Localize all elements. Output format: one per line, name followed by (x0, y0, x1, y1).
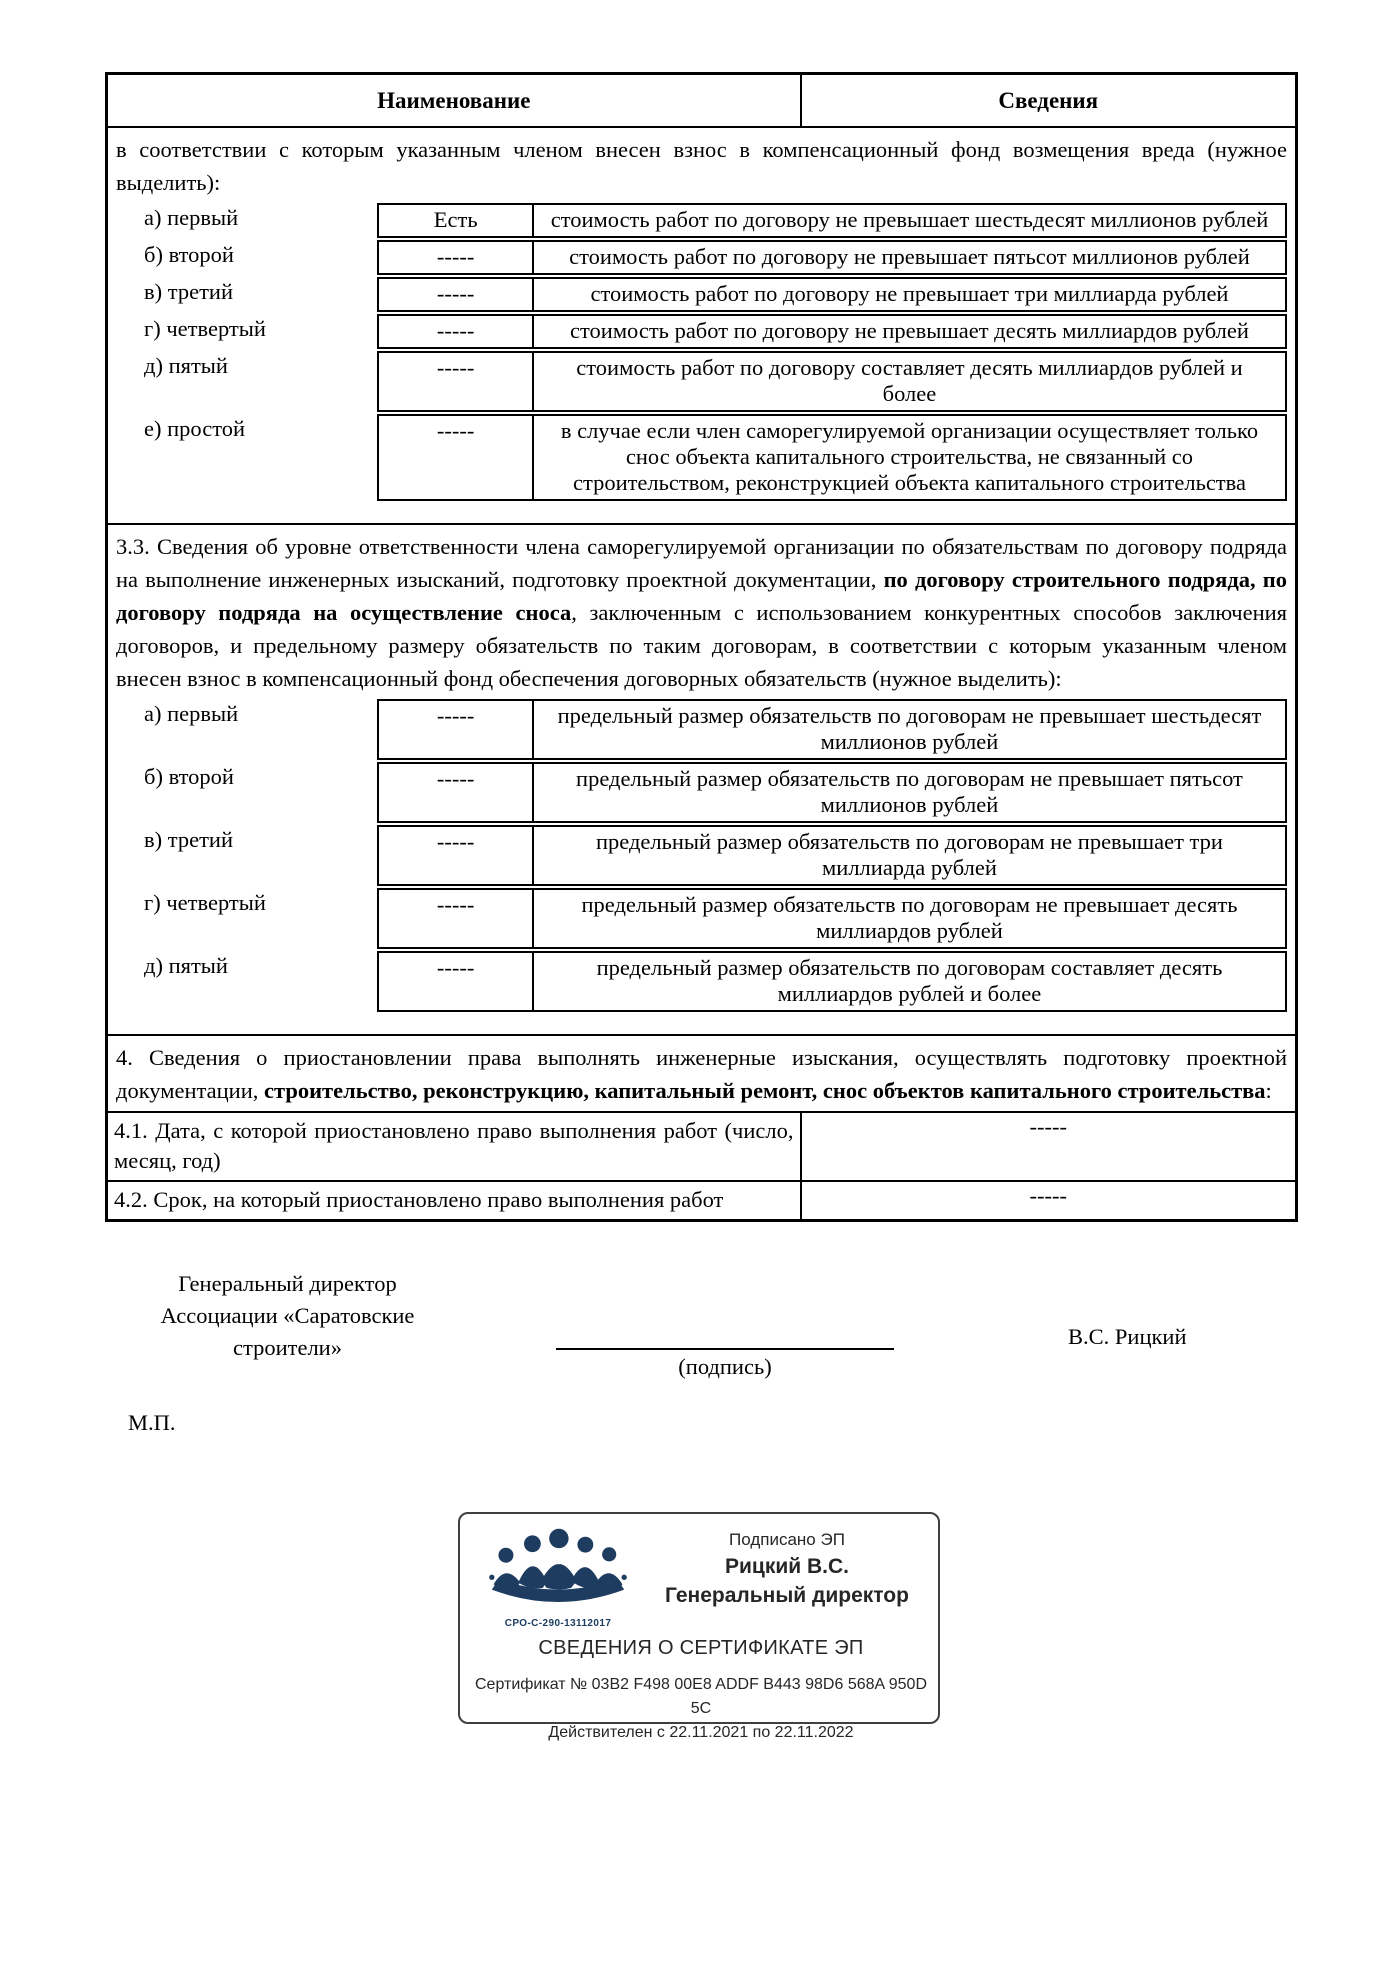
level-description: предельный размер обязательств по договорам не превышает десять миллиардов рублей (532, 888, 1287, 949)
row-4-1-label: 4.1. Дата, с которой приостановлено право выполнения работ (число, месяц, год) (107, 1112, 801, 1181)
level-description: предельный размер обязательств по договорам не превышает три миллиарда рублей (532, 825, 1287, 886)
section-33-intro-bold: по договору строительного подряда, по договору подряда на осуществление сноса (116, 567, 1287, 625)
signature-block (0, 1268, 1400, 1468)
level-row (116, 699, 1287, 760)
level-label: а) первый (144, 205, 239, 230)
level-description: предельный размер обязательств по договорам не превышает пятьсот миллионов рублей (532, 762, 1287, 823)
level-description: стоимость работ по договору не превышает пятьсот миллионов рублей (532, 240, 1287, 275)
odo-levels-table (116, 699, 1287, 1012)
level-description: в случае если член саморегулируемой организации осуществляет только снос объекта капитального строительства, не связанный со строительством, реконструкцией объекта капитального строительства (532, 414, 1287, 501)
column-header-details: Сведения (801, 74, 1297, 128)
level-label: в) третий (144, 279, 234, 304)
level-label: г) четвертый (144, 890, 266, 915)
level-description: стоимость работ по договору составляет десять миллиардов рублей и более (532, 351, 1287, 412)
stamp-cert-details (472, 1673, 930, 1745)
section-4-intro (116, 1041, 1287, 1107)
section-4 (107, 1035, 1297, 1112)
level-label: а) первый (144, 701, 239, 726)
section-4-intro-bold: строительство, реконструкцию, капитальный ремонт, снос объектов капитального строительства (264, 1078, 1266, 1103)
section-4-intro-colon: : (1265, 1078, 1272, 1103)
level-status: ----- (377, 277, 534, 312)
level-description: стоимость работ по договору не превышает шестьдесят миллионов рублей (532, 203, 1287, 238)
signer-position-line: Ассоциации «Саратовские (160, 1303, 415, 1328)
level-label: в) третий (144, 827, 234, 852)
sro-logo (472, 1526, 644, 1629)
column-header-name: Наименование (107, 74, 801, 128)
seal-mark: М.П. (128, 1410, 176, 1435)
level-row (116, 240, 1287, 275)
row-4-1-value: ----- (801, 1112, 1297, 1181)
level-row (116, 351, 1287, 412)
level-description: предельный размер обязательств по договорам составляет десять миллиардов рублей и более (532, 951, 1287, 1012)
vv-levels-table (116, 203, 1287, 501)
level-row (116, 277, 1287, 312)
row-4-2-label: 4.2. Срок, на который приостановлено право выполнения работ (107, 1181, 801, 1221)
signer-position-line: строители» (233, 1335, 342, 1360)
stamp-top-row (472, 1526, 930, 1629)
level-status: ----- (377, 825, 534, 886)
level-description: предельный размер обязательств по договорам не превышает шестьдесят миллионов рублей (532, 699, 1287, 760)
stamp-signer-name: Рицкий В.С. (725, 1555, 849, 1578)
level-description: стоимость работ по договору не превышает десять миллиардов рублей (532, 314, 1287, 349)
row-4-1 (107, 1112, 1297, 1181)
stamp-signed-label: Подписано ЭП (729, 1530, 845, 1549)
section-33-intro-regular: 3.3. Сведения об уровне ответственности члена саморегулируемой организации по обязательствам по договору подряда на выполнение инженерных изысканий, подготовку проектной документации, (116, 534, 1287, 592)
stamp-cert-number: Сертификат № 03B2 F498 00E8 ADDF B443 98D6 568A 950D 5C (475, 1676, 927, 1717)
sro-registry-number: СРО-С-290-13112017 (504, 1618, 612, 1629)
level-label: е) простой (144, 416, 246, 441)
level-status: ----- (377, 414, 534, 501)
signer-position (115, 1268, 460, 1364)
section-vv-intro: в соответствии с которым указанным членом внесен взнос в компенсационный фонд возмещения вреда (нужное выделить): (116, 137, 1287, 195)
level-description: стоимость работ по договору не превышает три миллиарда рублей (532, 277, 1287, 312)
section-4-intro-regular: 4. Сведения о приостановлении права выполнять инженерные изыскания, осуществлять подготовку проектной документации, (116, 1045, 1287, 1103)
header-row (107, 74, 1297, 128)
main-table (105, 72, 1298, 1222)
level-status: ----- (377, 888, 534, 949)
row-4-2 (107, 1181, 1297, 1221)
level-label: б) второй (144, 242, 234, 267)
level-row (116, 888, 1287, 949)
level-status: ----- (377, 314, 534, 349)
signature-caption: (подпись) (678, 1354, 772, 1379)
level-status: ----- (377, 240, 534, 275)
level-status: ----- (377, 351, 534, 412)
level-row (116, 414, 1287, 501)
stamp-signer-block (644, 1526, 930, 1610)
stamp-signer-title: Генеральный директор (665, 1584, 909, 1607)
level-row (116, 762, 1287, 823)
level-label: г) четвертый (144, 316, 266, 341)
people-group-icon (483, 1526, 633, 1618)
signer-position-line: Генеральный директор (178, 1271, 397, 1296)
stamp-cert-validity: Действителен с 22.11.2021 по 22.11.2022 (548, 1724, 854, 1741)
level-label: д) пятый (144, 953, 228, 978)
level-row (116, 825, 1287, 886)
level-status: ----- (377, 699, 534, 760)
signer-name: В.С. Рицкий (1068, 1324, 1187, 1349)
stamp-cert-header: СВЕДЕНИЯ О СЕРТИФИКАТЕ ЭП (538, 1637, 864, 1659)
level-status: Есть (377, 203, 534, 238)
level-row (116, 203, 1287, 238)
row-4-2-value: ----- (801, 1181, 1297, 1221)
section-33-intro (116, 530, 1287, 695)
level-row (116, 951, 1287, 1012)
section-compensation-fund-vv (107, 127, 1297, 524)
level-status: ----- (377, 762, 534, 823)
signature-line (556, 1348, 894, 1350)
digital-signature-stamp (458, 1512, 940, 1741)
section-3-3 (107, 524, 1297, 1035)
level-label: д) пятый (144, 353, 228, 378)
level-row (116, 314, 1287, 349)
section-33-intro-regular2: , заключенным с использованием конкурентных способов заключения договоров, и предельному размеру обязательств по таким договорам, в соответствии с которым указанным членом внесен взнос в компенсационный фонд обеспечения договорных обязательств (нужное выделить): (116, 600, 1287, 691)
level-label: б) второй (144, 764, 234, 789)
level-status: ----- (377, 951, 534, 1012)
